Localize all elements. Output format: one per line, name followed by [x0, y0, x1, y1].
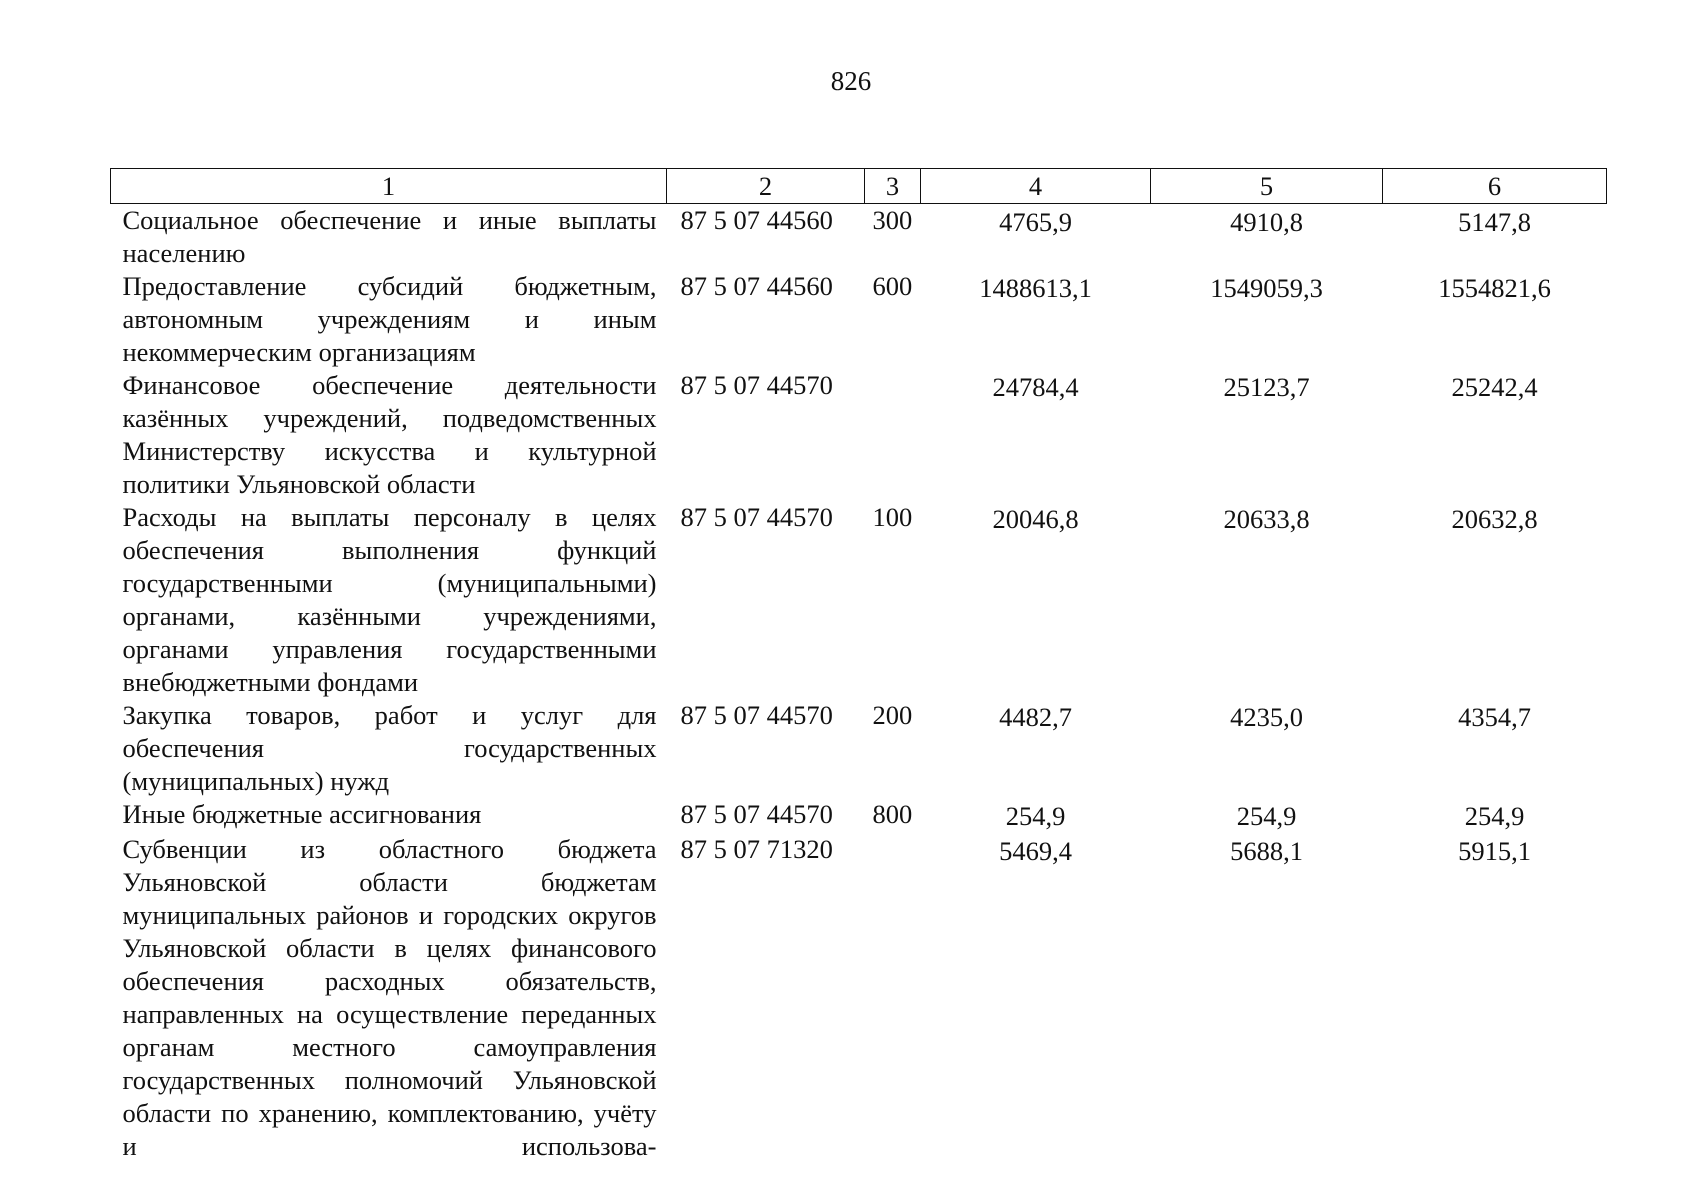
column-header-4: 4	[921, 169, 1151, 204]
row-name: Финансовое обеспечение деятельности казённых учреждений, подведомственных Министерству искусства и культурной политики Ульяновской области	[122, 370, 657, 499]
row-type: 600	[872, 271, 913, 301]
table-row	[111, 270, 1607, 369]
row-value-6: 25242,4	[1451, 372, 1538, 402]
budget-table	[110, 168, 1607, 1163]
table-row	[111, 699, 1607, 798]
row-value-5: 1549059,3	[1210, 273, 1323, 303]
column-header-3: 3	[865, 169, 921, 204]
row-name: Предоставление субсидий бюджетным, автономным учреждениям и иным некоммерческим организациям	[122, 271, 657, 367]
table-header	[111, 169, 1607, 204]
table-body	[111, 204, 1607, 1164]
row-type: 300	[872, 205, 913, 235]
row-type	[865, 833, 921, 1163]
row-value-4: 4482,7	[999, 702, 1072, 732]
header-row	[111, 169, 1607, 204]
row-name: Расходы на выплаты персоналу в целях обеспечения выполнения функций государственными (муниципальными) органами, казёнными учреждениями, органами управления государственными внебюджетными фондами	[122, 502, 657, 697]
row-name: Социальное обеспечение и иные выплаты населению	[122, 205, 657, 268]
row-code: 87 5 07 71320	[680, 834, 833, 864]
row-code: 87 5 07 44570	[680, 502, 833, 532]
row-code: 87 5 07 44570	[680, 799, 833, 829]
table-row	[111, 369, 1607, 501]
row-name: Иные бюджетные ассигнования	[122, 799, 482, 829]
row-type	[865, 369, 921, 501]
row-code: 87 5 07 44570	[680, 700, 833, 730]
table-row	[111, 204, 1607, 271]
row-name: Субвенции из областного бюджета Ульяновской области бюджетам муниципальных районов и городских округов Ульяновской области в целях финансового обеспечения расходных обязательств, направленных на осуществление переданных органам местного самоуправления государственных полномочий Ульяновской области по хранению, комплектованию, учёту и использова-	[122, 834, 657, 1161]
row-value-6: 1554821,6	[1438, 273, 1551, 303]
row-value-6: 254,9	[1464, 801, 1525, 831]
row-value-4: 1488613,1	[979, 273, 1092, 303]
row-value-5: 5688,1	[1230, 836, 1303, 866]
row-value-5: 4910,8	[1230, 207, 1303, 237]
row-code: 87 5 07 44560	[680, 271, 833, 301]
row-value-5: 20633,8	[1223, 504, 1310, 534]
row-value-5: 254,9	[1236, 801, 1297, 831]
row-code: 87 5 07 44560	[680, 205, 833, 235]
table-row	[111, 833, 1607, 1163]
row-type: 200	[872, 700, 913, 730]
row-type: 100	[872, 502, 913, 532]
row-value-6: 4354,7	[1458, 702, 1531, 732]
column-header-2: 2	[667, 169, 865, 204]
row-value-5: 4235,0	[1230, 702, 1303, 732]
row-value-6: 20632,8	[1451, 504, 1538, 534]
row-value-4: 5469,4	[999, 836, 1072, 866]
row-value-6: 5147,8	[1458, 207, 1531, 237]
table-row	[111, 798, 1607, 833]
row-value-5: 25123,7	[1223, 372, 1310, 402]
row-type: 800	[872, 799, 913, 829]
column-header-1: 1	[111, 169, 667, 204]
row-value-4: 254,9	[1005, 801, 1066, 831]
column-header-5: 5	[1151, 169, 1383, 204]
row-value-4: 4765,9	[999, 207, 1072, 237]
page-number: 826	[830, 66, 872, 96]
column-header-6: 6	[1383, 169, 1607, 204]
row-value-4: 20046,8	[992, 504, 1079, 534]
table-row	[111, 501, 1607, 699]
row-value-4: 24784,4	[992, 372, 1079, 402]
row-value-6: 5915,1	[1458, 836, 1531, 866]
row-name: Закупка товаров, работ и услуг для обеспечения государственных (муниципальных) нужд	[122, 700, 657, 796]
row-code: 87 5 07 44570	[680, 370, 833, 400]
